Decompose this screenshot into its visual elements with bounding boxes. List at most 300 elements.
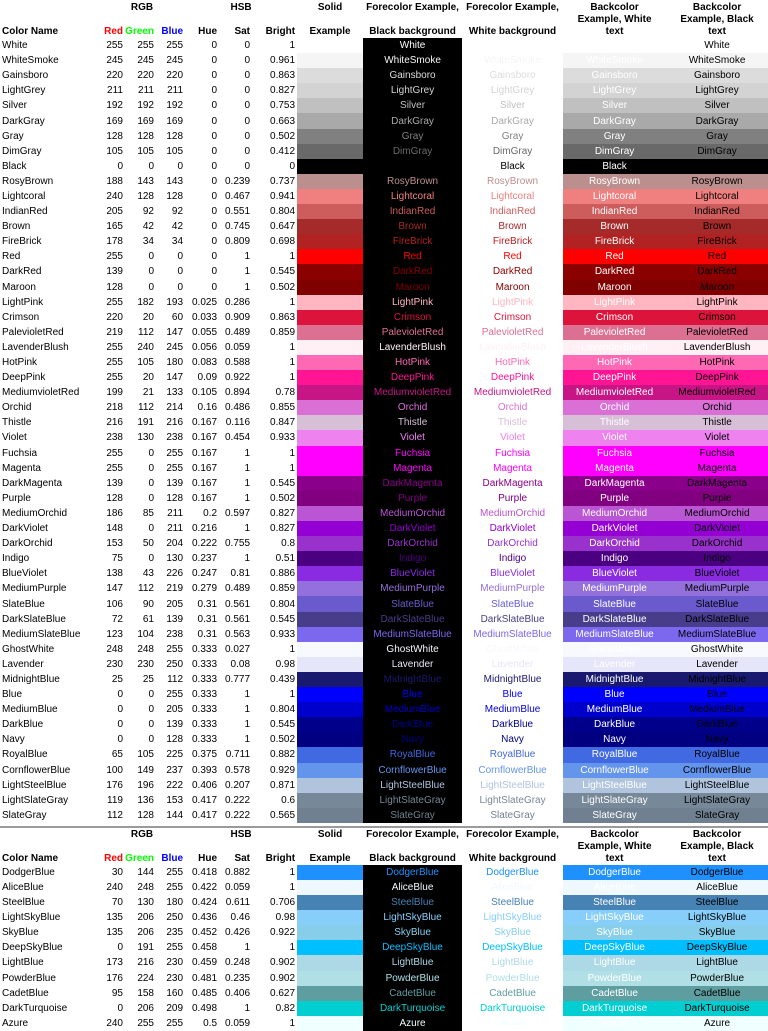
forecolor-on-black: LavenderBlush [363,340,462,355]
bright-value-cell: 1 [289,357,296,369]
color-name-cell: White [2,40,28,52]
backcolor-white-text: Indigo [563,551,666,566]
sat-value-cell: 0 [244,145,251,157]
backcolor-black-text: RosyBrown [666,174,768,189]
hue-value-cell: 0 [211,221,218,233]
forecolor-on-white: DarkBlue [462,717,563,732]
backcolor-white-header-line2-part1: Example, White [577,840,652,852]
solid-swatch [297,732,363,747]
blue-value-cell: 60 [171,311,184,323]
color-name-cell: WhiteSmoke [2,55,59,67]
hue-value-cell: 0.424 [191,897,218,909]
hue-value-cell: 0.31 [197,613,218,625]
blue-value-cell: 238 [166,628,184,640]
red-header: Red [104,26,123,37]
green-value-cell: 0 [148,689,154,701]
sat-value-cell: 0.486 [224,402,251,414]
green-value-cell: 224 [137,972,154,984]
color-name-cell: GhostWhite [2,643,55,655]
sat-header: Sat [234,26,251,37]
backcolor-black-text: Orchid [666,400,768,415]
backcolor-white-text: GhostWhite [563,642,666,657]
solid-swatch [297,189,363,204]
sat-header: Sat [234,852,251,864]
backcolor-white-text: FireBrick [563,234,666,249]
sat-value-cell: 0.588 [224,357,251,369]
forecolor-on-black: PalevioletRed [363,325,462,340]
red-value-cell: 220 [106,70,123,82]
red-value-cell: 240 [106,190,123,202]
forecolor-on-black: Black [363,159,462,174]
forecolor-on-black: BlueViolet [363,566,462,581]
forecolor-on-black: DarkRed [363,264,462,279]
green-value-cell: 0 [148,734,154,746]
sat-value-cell: 1 [244,704,251,716]
backcolor-white-text: Navy [563,732,666,747]
bright-value-cell: 0.933 [270,628,296,640]
green-value-cell: 0 [148,281,154,293]
forecolor-on-white: DarkOrchid [462,536,563,551]
red-value-cell: 135 [106,927,123,939]
header-row-bottom [0,14,768,38]
hue-value-cell: 0.2 [203,507,218,519]
bright-value-cell: 1 [289,462,296,474]
blue-value-cell: 180 [166,357,184,369]
backcolor-white-text: DeepPink [563,370,666,385]
forecolor-black-header-line2: Black background [369,852,456,864]
color-name-cell: DarkBlue [2,719,44,731]
red-value-cell: 176 [106,779,123,791]
green-value-cell: 0 [148,462,154,474]
blue-value-cell: 245 [166,341,184,353]
hue-value-cell: 0 [211,160,218,172]
table-row [0,370,768,385]
sat-value-cell: 0.561 [224,598,251,610]
forecolor-on-black: Blue [363,687,462,702]
bright-value-cell: 0.545 [270,613,296,625]
red-value-cell: 0 [117,942,123,954]
table-row [0,910,768,925]
green-value-cell: 248 [137,882,154,894]
color-name-cell: Fuchsia [2,447,38,459]
color-name-cell: Gray [2,130,24,142]
table-row [0,144,768,159]
sat-value-cell: 0.116 [225,417,251,429]
color-name-cell: DodgerBlue [2,866,55,878]
red-value-cell: 169 [106,115,123,127]
backcolor-white-text: MediumPurple [563,581,666,596]
hue-value-cell: 0.237 [191,553,218,565]
forecolor-on-black: Magenta [363,461,462,476]
solid-swatch [297,506,363,521]
forecolor-on-white: LavenderBlush [462,340,563,355]
color-name-cell: BlueViolet [2,568,47,580]
forecolor-on-white: Lavender [462,657,563,672]
forecolor-on-white: DimGray [462,144,563,159]
table-row [0,310,768,325]
forecolor-on-black: AliceBlue [363,880,462,895]
forecolor-white-header-line2: White background [468,26,557,37]
hue-value-cell: 0.333 [191,643,218,655]
solid-swatch [297,144,363,159]
solid-swatch [297,340,363,355]
solid-swatch [297,476,363,491]
hue-value-cell: 0.5 [203,1017,218,1029]
green-value-cell: 85 [142,507,154,519]
bright-value-cell: 1 [289,40,296,52]
backcolor-black-text: LightSlateGray [666,793,768,808]
backcolor-white-text: RosyBrown [563,174,666,189]
green-header: Green [125,26,154,37]
backcolor-white-text: DarkBlue [563,717,666,732]
table-row [0,400,768,415]
backcolor-black-header-line2 [666,841,768,865]
forecolor-on-white: Silver [462,98,563,113]
color-name-cell: PalevioletRed [2,326,64,338]
backcolor-black-text: LightSteelBlue [666,778,768,793]
backcolor-black-header-line2 [666,14,768,38]
forecolor-on-white: Navy [462,732,563,747]
backcolor-black-text: SlateGray [666,808,768,823]
hue-value-cell: 0 [211,115,218,127]
blue-value-cell: 211 [167,507,184,519]
solid-swatch [297,808,363,823]
bright-value-cell: 0.882 [270,749,296,761]
forecolor-on-white: LightSlateGray [462,793,563,808]
solid-swatch [297,955,363,970]
backcolor-white-text: AliceBlue [563,880,666,895]
blue-value-cell: 230 [166,957,184,969]
forecolor-on-white: GhostWhite [462,642,563,657]
forecolor-on-black: DeepPink [363,370,462,385]
blue-value-cell: 0 [177,160,184,172]
forecolor-on-white: Gray [462,129,563,144]
color-name-cell: Crimson [2,311,40,323]
sat-value-cell: 1 [244,266,251,278]
table-row [0,521,768,536]
red-value-cell: 139 [106,266,123,278]
bright-value-cell: 1 [289,296,296,308]
forecolor-on-black: CadetBlue [363,986,462,1001]
header-row-top [0,0,768,14]
forecolor-on-black: RosyBrown [363,174,462,189]
backcolor-white-text: Gainsboro [563,68,666,83]
blue-value-cell: 205 [166,704,184,716]
table-row [0,1001,768,1016]
hue-value-cell: 0.481 [191,972,218,984]
green-value-cell: 112 [138,326,154,338]
backcolor-white-text: LightPink [563,295,666,310]
backcolor-black-text: MidnightBlue [666,672,768,687]
backcolor-black-text: Blue [666,687,768,702]
color-name-cell: Silver [2,100,28,112]
green-value-cell: 42 [142,221,154,233]
solid-swatch [297,83,363,98]
table-row [0,581,768,596]
red-value-cell: 0 [117,719,123,731]
sat-value-cell: 0.561 [224,613,251,625]
forecolor-on-black: Crimson [363,310,462,325]
color-name-cell: Red [2,251,21,263]
forecolor-on-white: DarkViolet [462,521,563,536]
color-name-cell: SlateGray [2,809,47,821]
hue-value-cell: 0 [211,236,218,248]
solid-swatch [297,446,363,461]
red-value-cell: 199 [106,387,123,399]
solid-swatch [297,98,363,113]
red-value-cell: 147 [106,583,123,595]
red-value-cell: 100 [106,764,123,776]
forecolor-on-black: SkyBlue [363,925,462,940]
backcolor-black-header-line1: Backcolor [692,828,742,840]
bright-value-cell: 0.941 [270,190,296,202]
hue-value-cell: 0.406 [191,779,218,791]
red-value-cell: 119 [107,794,123,806]
forecolor-on-black: DeepSkyBlue [363,940,462,955]
solid-swatch [297,234,363,249]
table-row [0,234,768,249]
forecolor-on-white: MediumPurple [462,581,563,596]
bright-value-cell: 0.647 [270,221,296,233]
sat-value-cell: 0.922 [224,372,251,384]
color-name-cell: DeepSkyBlue [2,942,63,954]
color-name-cell: DarkSlateBlue [2,613,66,625]
solid-swatch [297,1016,363,1031]
sat-value-cell: 0.248 [224,957,251,969]
table-row [0,566,768,581]
backcolor-white-text: MidnightBlue [563,672,666,687]
table-row [0,732,768,747]
blue-value-cell: 255 [166,689,184,701]
blue-value-cell: 255 [166,882,184,894]
hue-value-cell: 0.393 [191,764,218,776]
sat-value-cell: 0.563 [224,628,251,640]
color-name-cell: Lavender [2,658,44,670]
backcolor-white-text: CadetBlue [563,986,666,1001]
backcolor-black-text: MediumSlateBlue [666,627,768,642]
bright-value-cell: 0.627 [270,987,296,999]
header-empty-cell [0,0,99,14]
green-value-cell: 0 [148,160,154,172]
forecolor-on-white: LightPink [462,295,563,310]
forecolor-on-white: Purple [462,491,563,506]
sat-value-cell: 0.222 [224,809,251,821]
red-value-cell: 173 [106,957,123,969]
color-name-cell: DarkGray [2,115,45,127]
green-value-cell: 136 [137,794,154,806]
sat-value-cell: 1 [244,462,251,474]
forecolor-on-white: HotPink [462,355,563,370]
blue-value-cell: 245 [166,55,184,67]
red-value-cell: 123 [106,628,123,640]
table-row [0,1016,768,1031]
red-value-cell: 255 [106,296,123,308]
red-header: Red [104,852,123,864]
green-value-cell: 112 [138,583,154,595]
blue-value-cell: 0 [177,266,184,278]
red-value-cell: 95 [111,987,123,999]
bright-value-cell: 0.859 [270,583,296,595]
blue-value-cell: 128 [166,190,184,202]
red-value-cell: 188 [106,175,123,187]
header-empty-cell [0,827,99,841]
red-value-cell: 65 [111,749,123,761]
backcolor-black-text: Magenta [666,461,768,476]
solid-swatch [297,280,363,295]
blue-value-cell: 128 [166,130,184,142]
backcolor-black-text: WhiteSmoke [666,53,768,68]
solid-swatch [297,1001,363,1016]
sat-value-cell: 1 [244,447,251,459]
bright-value-cell: 0.753 [270,100,296,112]
bright-value-cell: 0.929 [270,764,296,776]
red-value-cell: 138 [106,568,123,580]
color-name-cell: Azure [2,1017,29,1029]
hue-value-cell: 0.033 [191,311,218,323]
sat-value-cell: 0 [244,130,251,142]
blue-value-cell: 255 [166,866,184,878]
solid-swatch [297,925,363,940]
table-row [0,657,768,672]
bright-value-cell: 0.439 [270,673,296,685]
hue-value-cell: 0 [211,70,218,82]
red-value-cell: 128 [106,492,123,504]
backcolor-black-header-line2-part1: Example, Black [680,840,754,852]
green-value-cell: 0 [148,492,154,504]
backcolor-white-text: Brown [563,219,666,234]
green-value-cell: 192 [137,100,154,112]
bright-header: Bright [265,852,296,864]
backcolor-black-text: LightBlue [666,955,768,970]
backcolor-white-text: LightSlateGray [563,793,666,808]
bright-value-cell: 0.827 [270,85,296,97]
backcolor-white-text: CornflowerBlue [563,763,666,778]
red-value-cell: 240 [106,882,123,894]
table-row [0,430,768,445]
forecolor-on-black: MediumPurple [363,581,462,596]
green-value-cell: 191 [137,417,154,429]
backcolor-black-text: RoyalBlue [666,747,768,762]
blue-value-cell: 139 [166,477,184,489]
backcolor-black-text: Silver [666,98,768,113]
backcolor-white-text: LavenderBlush [563,340,666,355]
green-value-cell: 21 [142,387,154,399]
backcolor-white-text: PalevioletRed [563,325,666,340]
forecolor-on-black: CornflowerBlue [363,763,462,778]
forecolor-on-white: IndianRed [462,204,563,219]
forecolor-on-white: WhiteSmoke [462,53,563,68]
bright-value-cell: 0.804 [270,206,296,218]
blue-value-cell: 250 [166,912,184,924]
bright-value-cell: 0.706 [270,897,296,909]
forecolor-on-white: Brown [462,219,563,234]
solid-swatch [297,68,363,83]
forecolor-on-white: Gainsboro [462,68,563,83]
solid-swatch [297,38,363,53]
header-row-top [0,827,768,841]
green-value-cell: 206 [137,912,154,924]
solid-swatch [297,249,363,264]
bright-value-cell: 0.827 [270,507,296,519]
bright-value-cell: 1 [289,942,296,954]
red-value-cell: 0 [117,689,123,701]
table-row [0,506,768,521]
red-value-cell: 220 [106,311,123,323]
table-row [0,461,768,476]
hue-header: Hue [198,26,218,37]
red-value-cell: 255 [106,462,123,474]
backcolor-black-text: DarkTurquoise [666,1001,768,1016]
forecolor-on-black: WhiteSmoke [363,53,462,68]
red-value-cell: 72 [111,613,123,625]
sat-value-cell: 0 [244,160,251,172]
forecolor-on-white: LightBlue [462,955,563,970]
sat-value-cell: 1 [244,734,251,746]
green-value-cell: 182 [137,296,154,308]
green-value-cell: 61 [142,613,154,625]
red-value-cell: 153 [106,538,123,550]
color-name-cell: FireBrick [2,236,42,248]
blue-value-cell: 222 [166,779,184,791]
green-value-cell: 105 [137,749,154,761]
backcolor-white-text: DarkTurquoise [563,1001,666,1016]
backcolor-black-text: Lavender [666,657,768,672]
color-name-cell: DarkOrchid [2,538,53,550]
color-name-cell: Blue [2,689,23,701]
forecolor-on-white: MediumBlue [462,702,563,717]
backcolor-black-text: CadetBlue [666,986,768,1001]
forecolor-on-white: FireBrick [462,234,563,249]
sat-value-cell: 0.08 [230,658,251,670]
backcolor-white-text: RoyalBlue [563,747,666,762]
forecolor-on-white: Crimson [462,310,563,325]
green-value-cell: 248 [137,643,154,655]
sat-value-cell: 1 [244,477,251,489]
table-row [0,702,768,717]
backcolor-white-header-line1: Backcolor [590,828,639,840]
sat-value-cell: 0.027 [224,643,251,655]
sat-value-cell: 0.777 [224,673,251,685]
forecolor-on-black: LightSlateGray [363,793,462,808]
red-value-cell: 70 [111,897,123,909]
solid-swatch [297,717,363,732]
red-value-cell: 176 [106,972,123,984]
green-value-cell: 169 [137,115,154,127]
color-name-cell: Gainsboro [2,70,49,82]
bright-value-cell: 1 [289,341,296,353]
blue-value-cell: 209 [166,1002,184,1014]
hsb-group-header: HSB [230,2,252,13]
color-name-cell: LightSkyBlue [2,912,61,924]
hue-value-cell: 0.167 [191,477,218,489]
blue-header: Blue [161,852,184,864]
forecolor-on-black: Thistle [363,415,462,430]
sat-value-cell: 0 [244,115,251,127]
solid-swatch [297,581,363,596]
solid-swatch [297,295,363,310]
solid-swatch [297,415,363,430]
color-name-cell: Indigo [2,553,30,565]
backcolor-black-text: Thistle [666,415,768,430]
hue-value-cell: 0 [211,85,218,97]
forecolor-on-white: RoyalBlue [462,747,563,762]
forecolor-on-black: PowderBlue [363,971,462,986]
color-name-cell: Magenta [2,462,41,474]
bright-value-cell: 0.412 [270,145,296,157]
sat-value-cell: 0.489 [224,583,251,595]
backcolor-black-text: LightGrey [666,83,768,98]
sat-value-cell: 0.909 [224,311,251,323]
